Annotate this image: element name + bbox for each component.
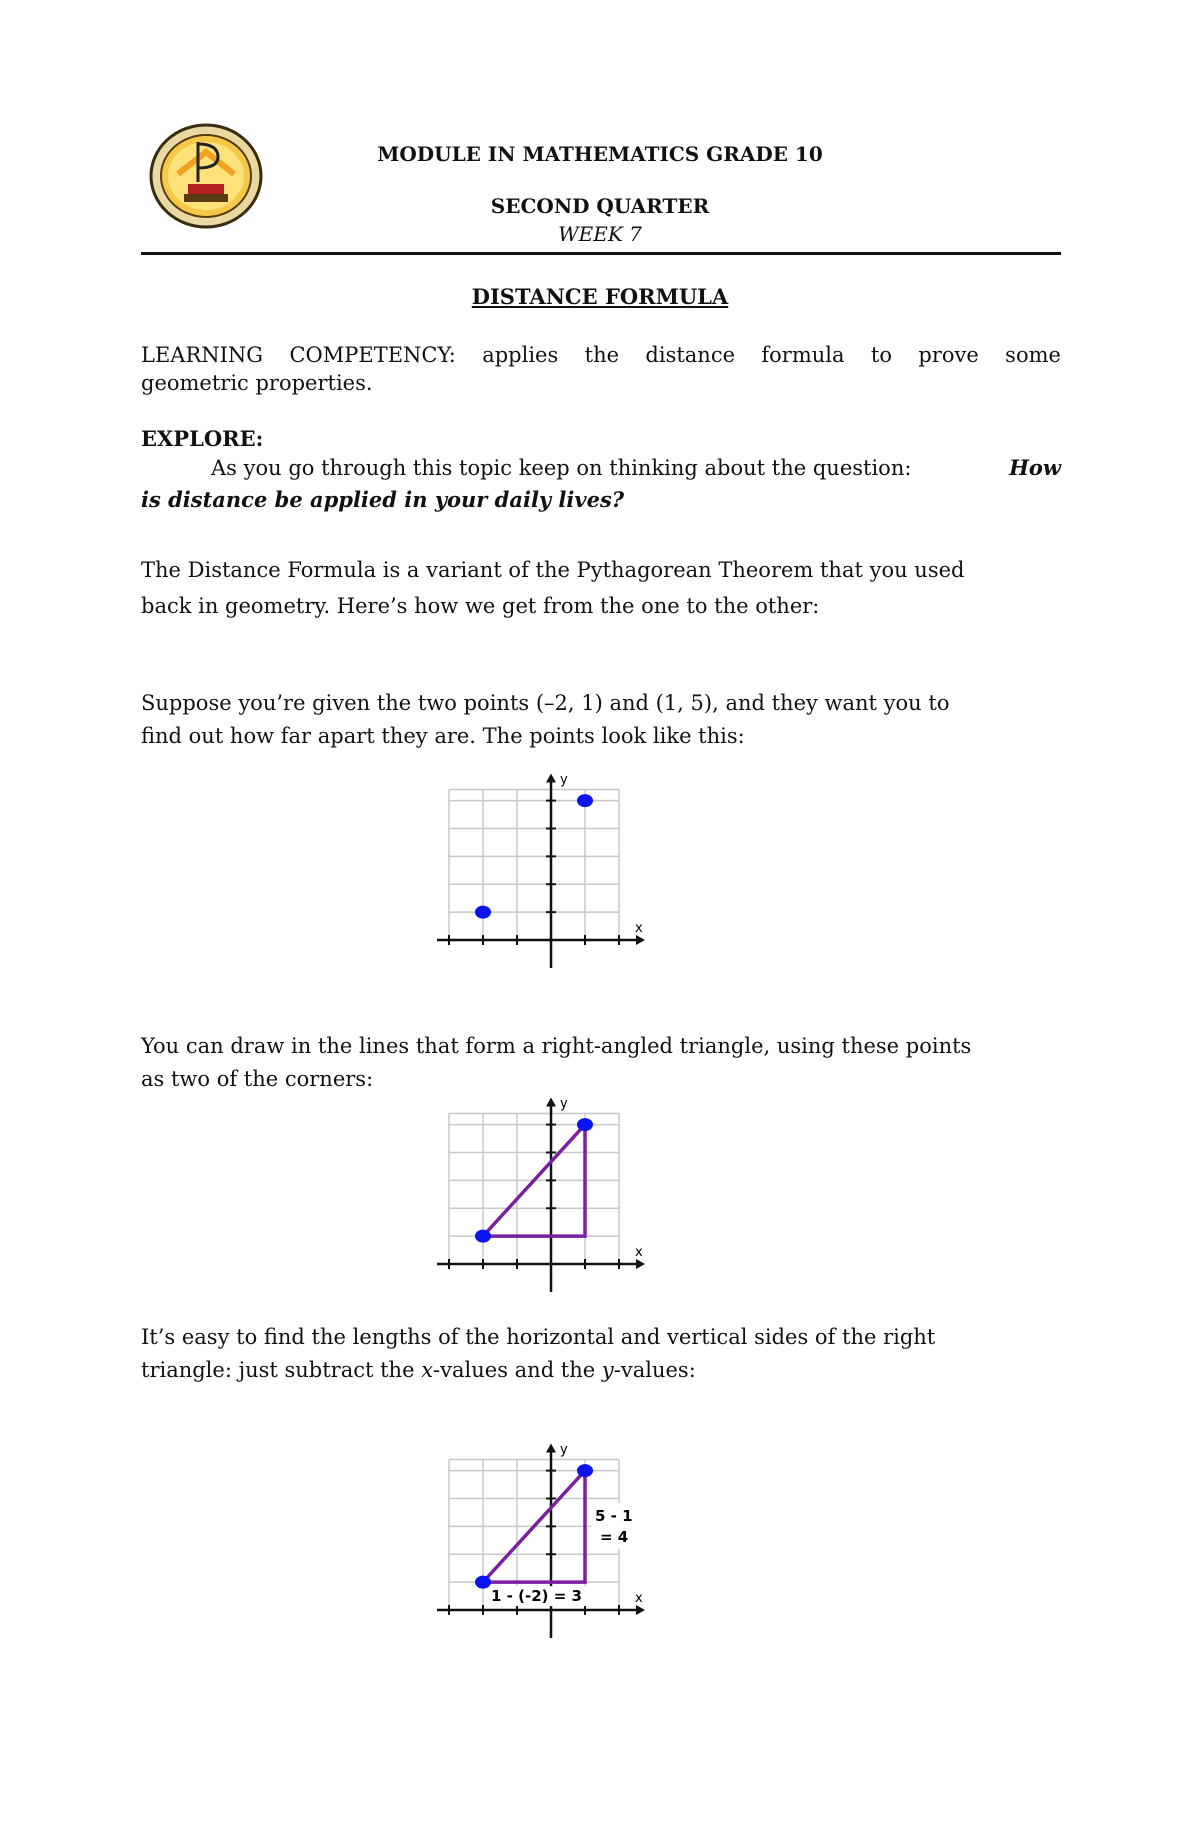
explore-lead-line <box>211 453 1061 483</box>
graph-triangle <box>428 1094 652 1304</box>
y-axis-arrow-icon <box>546 773 556 782</box>
horizontal-side-label: 1 - (-2) = 3 <box>491 1587 582 1606</box>
axes <box>437 772 645 968</box>
competency-word: formula <box>761 343 845 367</box>
competency-line-1 <box>141 340 1061 370</box>
competency-line-2: geometric properties. <box>141 371 373 395</box>
data-point <box>577 794 593 807</box>
vertical-side-result: = 4 <box>600 1527 629 1546</box>
paragraph-2-line-1: Suppose you’re given the two points (–2, 1) and (1, 5), and they want you to <box>141 691 950 715</box>
paragraph-3-line-1: You can draw in the lines that form a right-angled triangle, using these points <box>141 1034 972 1058</box>
p4-var-y: y <box>601 1358 614 1382</box>
paragraph-3-line-2: as two of the corners: <box>141 1067 374 1091</box>
data-point <box>577 1118 593 1131</box>
competency-word: distance <box>645 343 736 367</box>
competency-word: prove <box>918 343 979 367</box>
y-axis-label: y <box>560 1096 568 1112</box>
header-divider <box>141 252 1061 255</box>
paragraph-2-line-2: find out how far apart they are. The points look like this: <box>141 724 745 748</box>
graph-triangle-labeled <box>428 1440 652 1650</box>
vertical-side-label: 5 - 1 <box>595 1506 633 1525</box>
x-axis-arrow-icon <box>636 1605 645 1615</box>
paragraph-4-line-2 <box>141 1355 1061 1385</box>
axes <box>437 1096 645 1292</box>
y-axis-arrow-icon <box>546 1443 556 1452</box>
explore-question: is distance be applied in your daily lives? <box>141 487 625 512</box>
paragraph-1-line-2: back in geometry. Here’s how we get from the one to the other: <box>141 594 820 618</box>
quarter-label: SECOND QUARTER <box>490 194 710 218</box>
explore-question-start: How <box>1009 455 1061 480</box>
explore-label: EXPLORE: <box>141 426 264 451</box>
lesson-title: DISTANCE FORMULA <box>471 284 729 309</box>
explore-lead: As you go through this topic keep on thinking about the question: <box>211 456 912 480</box>
competency-word: the <box>584 343 620 367</box>
y-axis-arrow-icon <box>546 1097 556 1106</box>
graph-points <box>428 770 652 980</box>
data-point <box>475 906 491 919</box>
grid-lines <box>449 1113 619 1264</box>
p4-text-c: -values: <box>613 1358 696 1382</box>
competency-word: some <box>1005 343 1061 367</box>
data-point <box>475 1230 491 1243</box>
competency-word: LEARNING <box>141 343 264 367</box>
p4-text-a: triangle: just subtract the <box>141 1358 415 1382</box>
competency-word: applies <box>482 343 559 367</box>
x-axis-label: x <box>635 921 643 936</box>
p4-text-b: -values and the <box>433 1358 596 1382</box>
data-point <box>475 1576 491 1589</box>
competency-word: to <box>870 343 892 367</box>
paragraph-1-line-1: The Distance Formula is a variant of the Pythagorean Theorem that you used <box>141 558 965 582</box>
competency-word: COMPETENCY: <box>289 343 456 367</box>
data-point <box>577 1464 593 1477</box>
x-axis-arrow-icon <box>636 1259 645 1269</box>
x-axis-label: x <box>635 1245 643 1260</box>
y-axis-label: y <box>560 1442 568 1458</box>
p4-var-x: x <box>421 1358 434 1382</box>
module-title: MODULE IN MATHEMATICS GRADE 10 <box>377 142 823 166</box>
x-axis-arrow-icon <box>636 935 645 945</box>
week-label: WEEK 7 <box>558 222 642 246</box>
grid-lines <box>449 789 619 940</box>
paragraph-4-line-1: It’s easy to find the lengths of the horizontal and vertical sides of the right <box>141 1325 936 1349</box>
x-axis-label: x <box>635 1591 643 1606</box>
y-axis-label: y <box>560 772 568 788</box>
